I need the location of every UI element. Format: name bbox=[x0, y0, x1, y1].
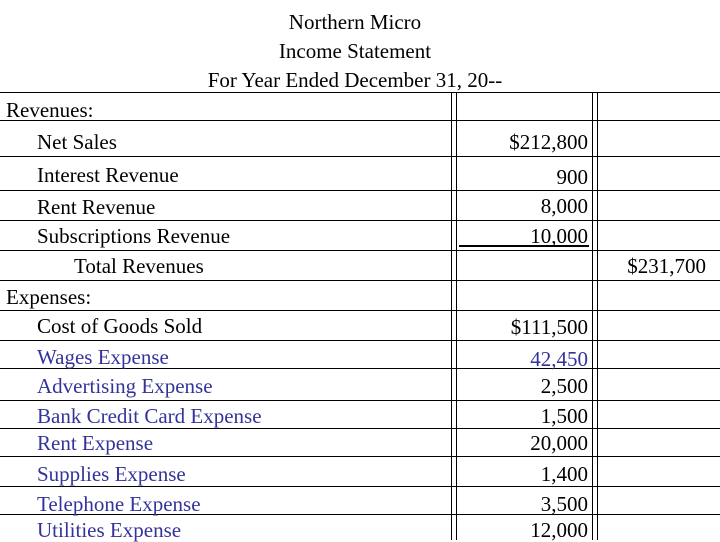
grid-line bbox=[0, 340, 720, 341]
grid-line bbox=[0, 428, 720, 429]
company-name: Northern Micro bbox=[288, 10, 422, 34]
revenue-item-label: Subscriptions Revenue bbox=[37, 224, 231, 248]
expenses-heading: Expenses: bbox=[6, 285, 92, 309]
revenue-item-amount: 900 bbox=[556, 165, 588, 189]
grid-line bbox=[0, 310, 720, 311]
grid-line bbox=[0, 250, 720, 251]
expense-item-label: Utilities Expense bbox=[37, 518, 182, 542]
expense-item-amount: 12,000 bbox=[530, 518, 588, 542]
grid-line bbox=[0, 456, 720, 457]
statement-title: Income Statement bbox=[278, 39, 432, 63]
expense-item-label: Bank Credit Card Expense bbox=[37, 404, 262, 428]
grid-line bbox=[0, 120, 720, 121]
expense-item-label: Telephone Expense bbox=[37, 492, 201, 516]
total-revenues-amount: $231,700 bbox=[627, 254, 706, 278]
expense-item-amount: 1,500 bbox=[540, 404, 588, 428]
expense-item-amount: 42,450 bbox=[530, 347, 588, 371]
column-divider bbox=[456, 92, 457, 540]
grid-line bbox=[0, 190, 720, 191]
grid-line bbox=[0, 92, 720, 93]
expense-item-amount: 20,000 bbox=[530, 431, 588, 455]
revenue-item-label: Rent Revenue bbox=[37, 195, 156, 219]
grid-line bbox=[0, 486, 720, 487]
expense-item-label: Rent Expense bbox=[37, 431, 154, 455]
grid-line bbox=[0, 400, 720, 401]
revenue-item-label: Interest Revenue bbox=[37, 163, 179, 187]
grid-line bbox=[0, 280, 720, 281]
revenue-item-amount: 8,000 bbox=[540, 194, 588, 218]
revenue-item-label: Net Sales bbox=[37, 130, 117, 154]
revenue-item-amount: 10,000 bbox=[530, 224, 588, 248]
grid-line bbox=[0, 220, 720, 221]
revenue-item-amount: $212,800 bbox=[509, 130, 588, 154]
expense-item-label: Advertising Expense bbox=[37, 374, 213, 398]
expense-item-amount: $111,500 bbox=[510, 315, 588, 339]
expense-item-label: Wages Expense bbox=[37, 345, 169, 369]
expense-item-label: Cost of Goods Sold bbox=[37, 314, 203, 338]
column-divider bbox=[451, 92, 452, 540]
expense-item-amount: 2,500 bbox=[540, 374, 588, 398]
revenues-heading: Revenues: bbox=[6, 98, 94, 122]
statement-period: For Year Ended December 31, 20-- bbox=[207, 68, 503, 92]
total-revenues-label: Total Revenues bbox=[74, 254, 204, 278]
expense-item-label: Supplies Expense bbox=[37, 462, 186, 486]
column-divider bbox=[592, 92, 593, 540]
column-divider bbox=[597, 92, 598, 540]
grid-line bbox=[0, 156, 720, 157]
expense-item-amount: 1,400 bbox=[540, 462, 588, 486]
expense-item-amount: 3,500 bbox=[540, 492, 588, 516]
